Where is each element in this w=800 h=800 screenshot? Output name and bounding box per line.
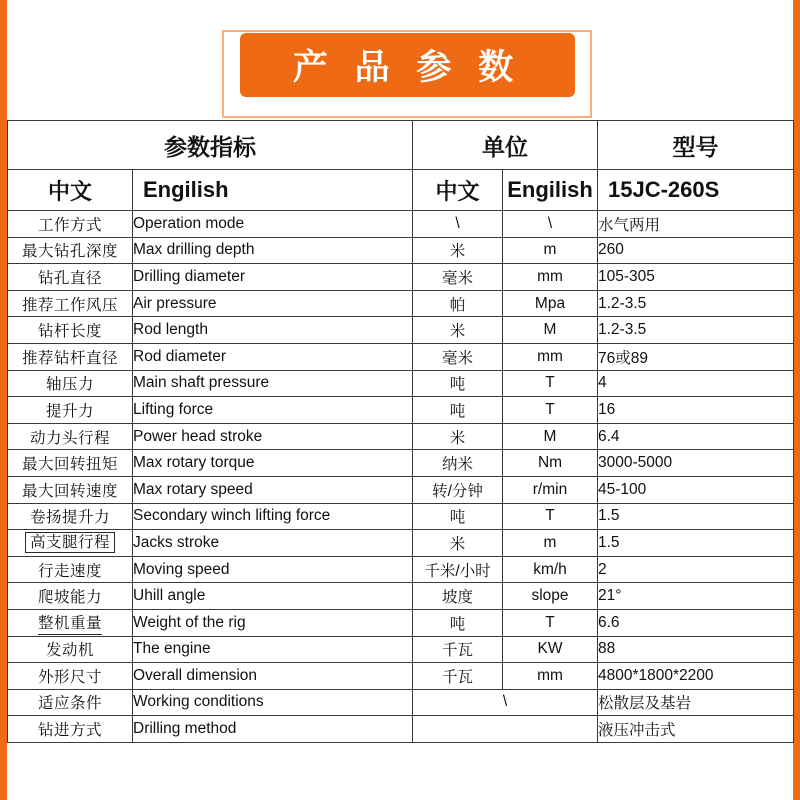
row-unit-en: mm <box>503 264 598 291</box>
table-row <box>8 503 794 530</box>
row-cn: 轴压力 <box>8 370 133 397</box>
row-cn: 最大钻孔深度 <box>8 237 133 264</box>
row-unit-cn: 千瓦 <box>413 663 503 690</box>
table-row <box>8 343 794 370</box>
row-unit-en: T <box>503 370 598 397</box>
table-sub-header-row <box>8 170 794 211</box>
row-en: Power head stroke <box>133 423 413 450</box>
row-unit-en: mm <box>503 663 598 690</box>
table-row <box>8 264 794 291</box>
row-en: Lifting force <box>133 397 413 424</box>
row-en: Air pressure <box>133 290 413 317</box>
row-cn: 最大回转扭矩 <box>8 450 133 477</box>
row-unit-cn: 毫米 <box>413 343 503 370</box>
group-header-unit: 单位 <box>413 121 598 170</box>
bottom-spacer <box>7 743 793 777</box>
row-value: 21° <box>598 583 794 610</box>
row-en: Secondary winch lifting force <box>133 503 413 530</box>
row-unit-cn: 吨 <box>413 370 503 397</box>
row-cn: 外形尺寸 <box>8 663 133 690</box>
row-value: 1.2-3.5 <box>598 317 794 344</box>
row-value: 液压冲击式 <box>598 716 794 743</box>
row-en: The engine <box>133 636 413 663</box>
row-en: Drilling method <box>133 716 413 743</box>
row-en: Uhill angle <box>133 583 413 610</box>
row-cn: 卷扬提升力 <box>8 503 133 530</box>
row-unit-cn: 毫米 <box>413 264 503 291</box>
row-en: Max drilling depth <box>133 237 413 264</box>
row-unit-cn: 吨 <box>413 503 503 530</box>
row-value: 1.5 <box>598 530 794 557</box>
row-cn: 行走速度 <box>8 556 133 583</box>
table-row <box>8 476 794 503</box>
table-row <box>8 689 794 716</box>
row-unit-en: km/h <box>503 556 598 583</box>
row-en: Operation mode <box>133 211 413 238</box>
row-en: Rod diameter <box>133 343 413 370</box>
table-row <box>8 636 794 663</box>
row-cn: 适应条件 <box>8 689 133 716</box>
row-value: 76或89 <box>598 343 794 370</box>
sub-header-en: Engilish <box>133 170 413 211</box>
row-unit-en: m <box>503 237 598 264</box>
table-row <box>8 530 794 557</box>
row-cn: 爬坡能力 <box>8 583 133 610</box>
row-value: 88 <box>598 636 794 663</box>
table-row <box>8 663 794 690</box>
row-value: 1.2-3.5 <box>598 290 794 317</box>
row-cn: 动力头行程 <box>8 423 133 450</box>
row-unit-en: slope <box>503 583 598 610</box>
title-badge <box>240 33 575 97</box>
page-title: 产 品 参 数 <box>292 48 523 87</box>
row-value: 松散层及基岩 <box>598 689 794 716</box>
row-unit-en: T <box>503 609 598 636</box>
row-unit-cn: 千瓦 <box>413 636 503 663</box>
row-unit-en: \ <box>503 211 598 238</box>
row-cn: 钻进方式 <box>8 716 133 743</box>
row-en: Jacks stroke <box>133 530 413 557</box>
row-unit-en: m <box>503 530 598 557</box>
row-unit-cn: \ <box>413 211 503 238</box>
row-en: Main shaft pressure <box>133 370 413 397</box>
row-en: Overall dimension <box>133 663 413 690</box>
row-unit-en: Mpa <box>503 290 598 317</box>
row-cn: 工作方式 <box>8 211 133 238</box>
table-row <box>8 450 794 477</box>
sub-header-model-value: 15JC-260S <box>598 170 794 211</box>
row-unit-cn: 米 <box>413 317 503 344</box>
sub-header-unit-en: Engilish <box>503 170 598 211</box>
table-row <box>8 556 794 583</box>
row-unit-cn: 帕 <box>413 290 503 317</box>
row-unit-cn: 米 <box>413 530 503 557</box>
row-cn: 推荐钻杆直径 <box>8 343 133 370</box>
row-value: 45-100 <box>598 476 794 503</box>
row-unit-merged: \ <box>413 689 598 716</box>
row-value: 2 <box>598 556 794 583</box>
row-unit-en: T <box>503 397 598 424</box>
row-unit-en: r/min <box>503 476 598 503</box>
row-value: 6.4 <box>598 423 794 450</box>
row-value: 16 <box>598 397 794 424</box>
row-cn <box>8 530 133 557</box>
row-en: Max rotary torque <box>133 450 413 477</box>
table-row <box>8 317 794 344</box>
row-en: Max rotary speed <box>133 476 413 503</box>
row-value: 3000-5000 <box>598 450 794 477</box>
row-en: Drilling diameter <box>133 264 413 291</box>
row-cn-boxed: 高支腿行程 <box>25 532 115 553</box>
sub-header-unit-cn: 中文 <box>413 170 503 211</box>
table-row <box>8 397 794 424</box>
row-cn: 推荐工作风压 <box>8 290 133 317</box>
row-value: 105-305 <box>598 264 794 291</box>
row-cn: 提升力 <box>8 397 133 424</box>
table-row <box>8 423 794 450</box>
table-row <box>8 609 794 636</box>
row-en: Rod length <box>133 317 413 344</box>
row-cn-underlined: 整机重量 <box>38 611 102 635</box>
row-unit-merged <box>413 716 598 743</box>
row-value: 4 <box>598 370 794 397</box>
row-cn: 钻杆长度 <box>8 317 133 344</box>
row-unit-en: M <box>503 317 598 344</box>
row-value: 6.6 <box>598 609 794 636</box>
table-group-header-row <box>8 121 794 170</box>
row-value: 水气两用 <box>598 211 794 238</box>
row-unit-cn: 吨 <box>413 397 503 424</box>
row-unit-en: T <box>503 503 598 530</box>
row-unit-cn: 转/分钟 <box>413 476 503 503</box>
row-unit-en: M <box>503 423 598 450</box>
sub-header-cn: 中文 <box>8 170 133 211</box>
row-unit-en: mm <box>503 343 598 370</box>
row-unit-en: KW <box>503 636 598 663</box>
row-cn: 最大回转速度 <box>8 476 133 503</box>
table-row <box>8 583 794 610</box>
row-unit-cn: 千米/小时 <box>413 556 503 583</box>
table-row <box>8 237 794 264</box>
row-en: Working conditions <box>133 689 413 716</box>
row-unit-cn: 坡度 <box>413 583 503 610</box>
row-unit-cn: 吨 <box>413 609 503 636</box>
table-row <box>8 211 794 238</box>
row-cn: 钻孔直径 <box>8 264 133 291</box>
table-row <box>8 290 794 317</box>
row-unit-cn: 米 <box>413 423 503 450</box>
row-cn: 发动机 <box>8 636 133 663</box>
table-row <box>8 716 794 743</box>
row-cn <box>8 609 133 636</box>
row-unit-cn: 米 <box>413 237 503 264</box>
row-en: Moving speed <box>133 556 413 583</box>
row-value: 1.5 <box>598 503 794 530</box>
group-header-parameter: 参数指标 <box>8 121 413 170</box>
row-value: 4800*1800*2200 <box>598 663 794 690</box>
title-area <box>7 0 793 120</box>
group-header-model: 型号 <box>598 121 794 170</box>
row-unit-en: Nm <box>503 450 598 477</box>
row-en: Weight of the rig <box>133 609 413 636</box>
table-row <box>8 370 794 397</box>
row-unit-cn: 纳米 <box>413 450 503 477</box>
specification-table <box>7 120 794 743</box>
row-value: 260 <box>598 237 794 264</box>
